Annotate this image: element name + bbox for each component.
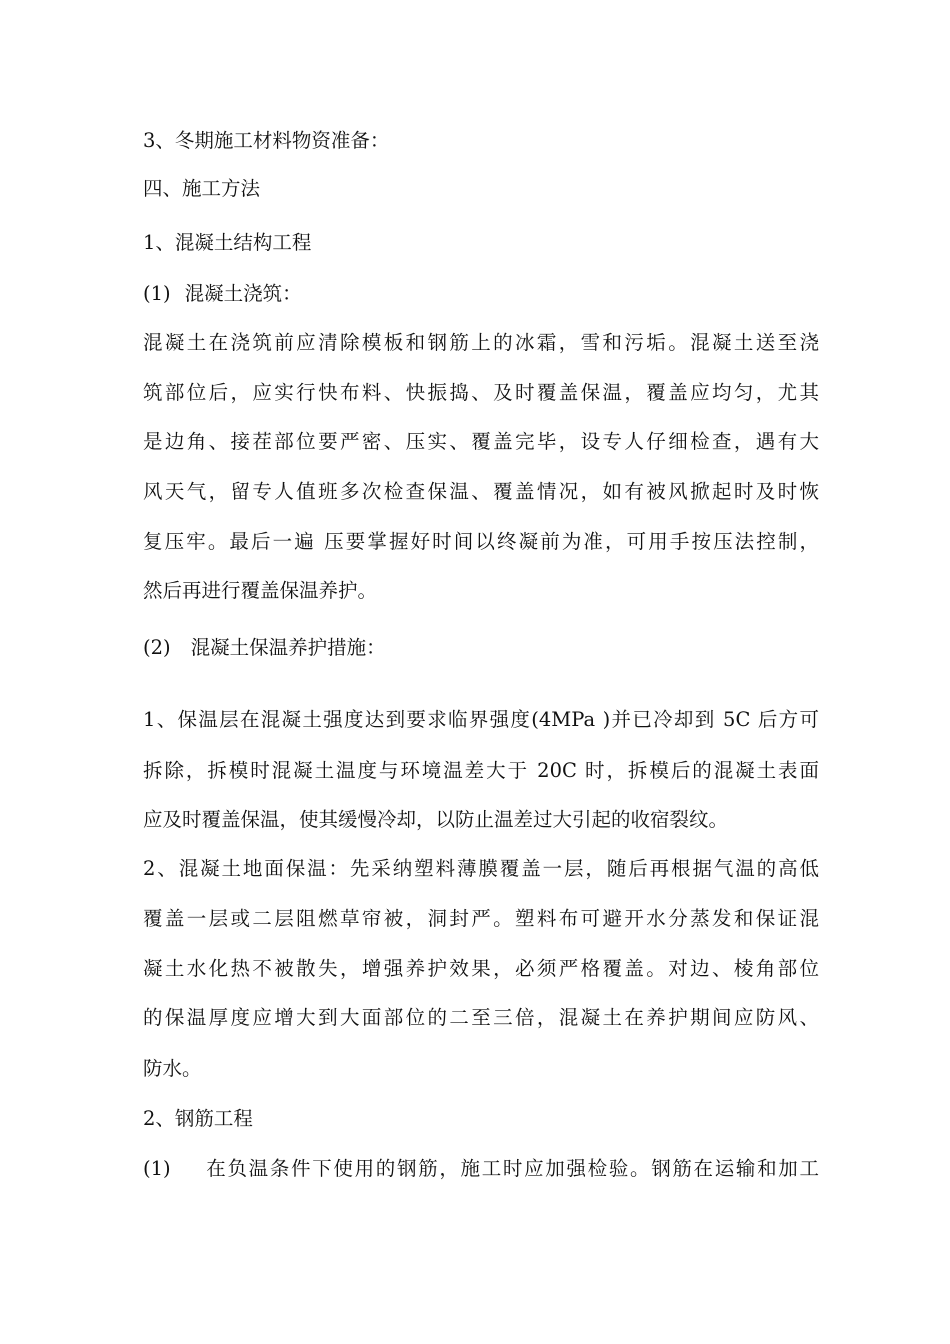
item2-number: (2) xyxy=(143,636,171,659)
para1-line: 筑部位后，应实行快布料、快振捣、及时覆盖保温，覆盖应均匀，尤其 xyxy=(143,381,819,404)
item2-heading xyxy=(143,634,386,662)
para2-line: 1、保温层在混凝土强度达到要求临界强度(4MPa )并已冷却到 5C 后方可 xyxy=(143,708,819,731)
para3-line: 2、混凝土地面保温：先采纳塑料薄膜覆盖一层，随后再根据气温的高低 xyxy=(143,857,819,880)
item1-heading xyxy=(143,280,302,308)
item1-number: (1) xyxy=(143,282,171,305)
item3-line xyxy=(143,1155,819,1183)
item2-title: 混凝土保温养护措施： xyxy=(190,636,386,659)
para1-line: 然后再进行覆盖保温养护。 xyxy=(143,579,378,602)
para1-line: 风天气，留专人值班多次检查保温、覆盖情况，如有被风掀起时及时恢 xyxy=(143,480,819,503)
para1-line: 混凝土在浇筑前应清除模板和钢筋上的冰霜，雪和污垢。混凝土送至浇 xyxy=(143,331,819,354)
para1-line: 是边角、接茬部位要严密、压实、覆盖完毕，设专人仔细检查，遇有大 xyxy=(143,430,819,453)
item3-text: 在负温条件下使用的钢筋，施工时应加强检验。钢筋在运输和加工 xyxy=(204,1157,819,1180)
sub1-title: 1、混凝土结构工程 xyxy=(143,231,312,254)
para1-line: 复压牢。最后一遍 压要掌握好时间以终凝前为准，可用手按压法控制， xyxy=(143,530,819,553)
para2-line: 拆除，拆模时混凝土温度与环境温差大于 20C 时，拆模后的混凝土表面 xyxy=(143,759,819,782)
para3-line: 防水。 xyxy=(143,1057,202,1080)
para3-line: 的保温厚度应增大到大面部位的二至三倍，混凝土在养护期间应防风、 xyxy=(143,1006,819,1029)
item3-number: (1) xyxy=(143,1157,171,1180)
para3-line: 凝土水化热不被散失，增强养护效果，必须严格覆盖。对边、棱角部位 xyxy=(143,957,819,980)
heading-winter-material: 3、冬期施工材料物资准备： xyxy=(143,129,390,152)
sub2-title: 2、钢筋工程 xyxy=(143,1107,253,1130)
section-four-title: 四、施工方法 xyxy=(143,177,261,200)
item1-title: 混凝土浇筑： xyxy=(184,282,302,305)
para2-line: 应及时覆盖保温，使其缓慢冷却，以防止温差过大引起的收宿裂纹。 xyxy=(143,808,729,831)
para3-line: 覆盖一层或二层阻燃草帘被，洞封严。塑料布可避开水分蒸发和保证混 xyxy=(143,907,819,930)
